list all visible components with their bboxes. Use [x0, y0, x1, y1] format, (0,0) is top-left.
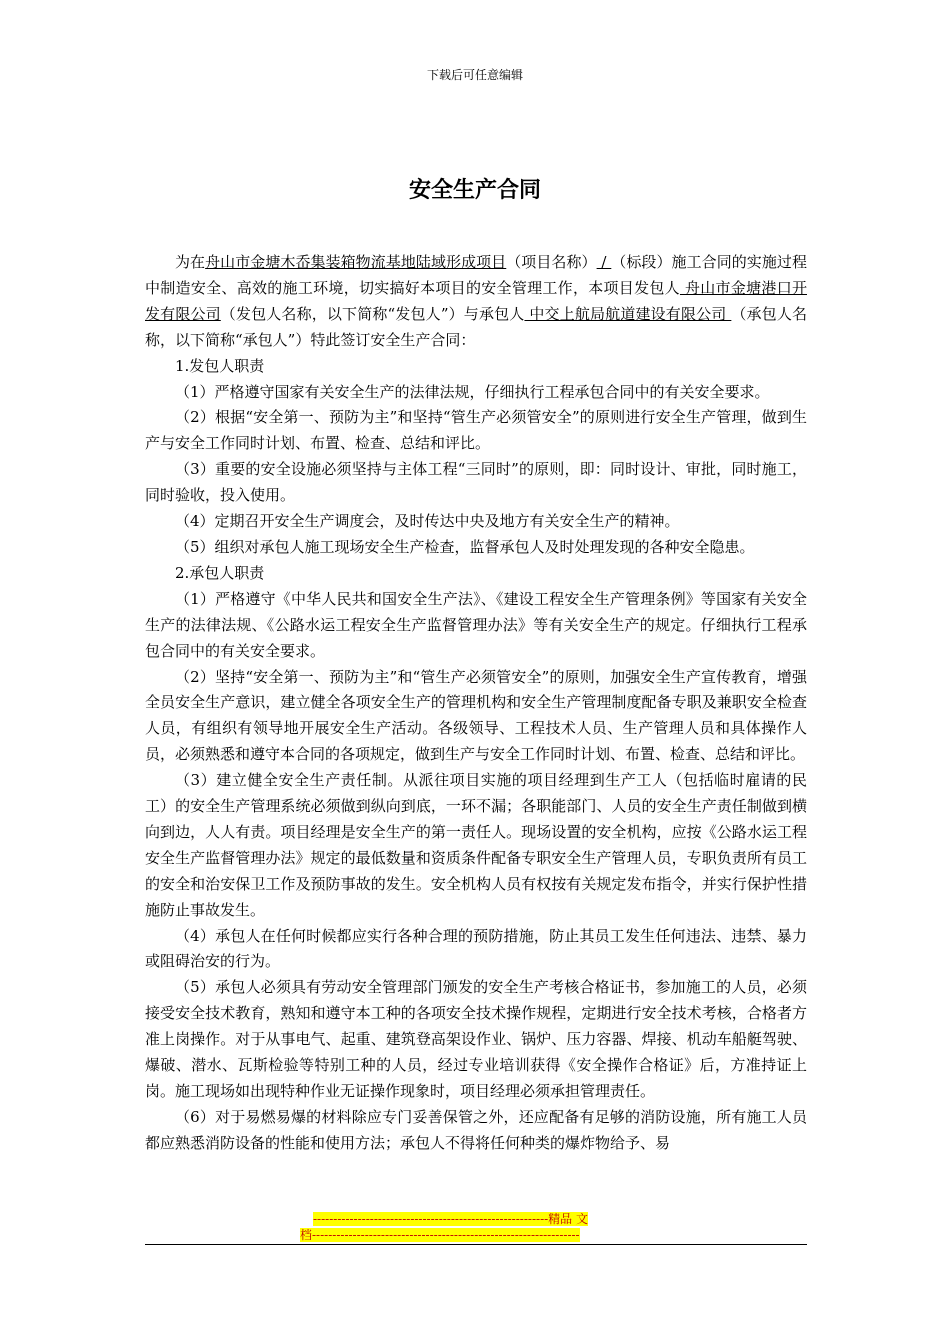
page-footer: [300, 1211, 650, 1243]
document-title: 安全生产合同: [408, 178, 541, 203]
intro-text: （标段）施工合同的实施过程中制造安全、高效的施工环境，切实搞好本项目的安全管理工作，本项目发包人: [145, 253, 807, 297]
page-header: 下载后可任意编辑: [426, 68, 523, 82]
clause: （1）严格遵守国家有关安全生产的法律法规，仔细执行工程承包合同中的有关安全要求。: [175, 382, 770, 401]
intro-text: 为在: [175, 253, 206, 271]
intro-text: （发包人名称，以下简称“发包人”）与承包人: [220, 304, 525, 323]
section-heading: 1.发包人职责: [175, 356, 265, 375]
clause: （5）承包人必须具有劳动安全管理部门颁发的安全生产考核合格证书，参加施工的人员，必须接受安全技术教育，熟知和遵守本工种的各项安全技术操作规程，定期进行安全技术考核，合格者方准上岗操作。对于从事电气、起重、建筑登高架设作业、锅炉、压力容器、焊接、机动车船艇驾驶、爆破、潜水、瓦斯检验等特别工种的人员，经过专业培训获得《安全操作合格证》后，方准持证上岗。施工现场如出现特种作业无证操作现象时，项目经理必须承担管理责任。: [145, 978, 807, 1100]
project-name: 舟山市金塘木岙集装箱物流基地陆域形成项目: [205, 253, 507, 271]
clause: （5）组织对承包人施工现场安全生产检查，监督承包人及时处理发现的各种安全隐患。: [175, 537, 755, 556]
clause: （2）坚持“安全第一、预防为主”和“管生产必须管安全”的原则，加强安全生产宣传教育，增强全员安全生产意识，建立健全各项安全生产的管理机构和安全生产管理制度配备专职及兼职安全检查人员，有组织有领导地开展安全生产活动。各级领导、工程技术人员、生产管理人员和具体操作人员，必须熟悉和遵守本合同的各项规定，做到生产与安全工作同时计划、布置、检查、总结和评比。: [145, 667, 807, 764]
employer-name: 舟山市金塘港口开发有限公司: [145, 278, 807, 323]
clause: （4）定期召开安全生产调度会，及时传达中央及地方有关安全生产的精神。: [175, 512, 680, 531]
clause: （6）对于易燃易爆的材料除应专门妥善保管之外，还应配备有足够的消防设施，所有施工人员都应熟悉消防设备的性能和使用方法；承包人不得将任何种类的爆炸物给予、易: [145, 1107, 807, 1152]
clause: （3）建立健全安全生产责任制。从派往项目实施的项目经理到生产工人（包括临时雇请的民工）的安全生产管理系统必须做到纵向到底，一环不漏；各职能部门、人员的安全生产责任制做到横向到边，人人有责。项目经理是安全生产的第一责任人。现场设置的安全机构，应按《公路水运工程安全生产监督管理办法》规定的最低数量和资质条件配备专职安全生产管理人员，专职负责所有员工的安全和治安保卫工作及预防事故的发生。安全机构人员有权按有关规定发布指令，并实行保护性措施防止事故发生。: [145, 771, 807, 919]
clause: （1）严格遵守《中华人民共和国安全生产法》、《建设工程安全生产管理条例》等国家有关安全生产的法律法规、《公路水运工程安全生产监督管理办法》等有关安全生产的规定。仔细执行工程承包合同中的有关安全要求。: [145, 589, 807, 660]
document-body: [145, 250, 807, 1157]
section-heading: 2.承包人职责: [175, 563, 265, 582]
footer-line: ----------------------------------------------------------精品 文: [313, 1212, 588, 1226]
clause: （4）承包人在任何时候都应实行各种合理的预防措施，防止其员工发生任何违法、违禁、暴力或阻碍治安的行为。: [145, 926, 807, 971]
footer-rule: [145, 1244, 807, 1245]
contractor-name: 中交上航局航道建设有限公司: [524, 304, 732, 323]
intro-text: （承包人名称，以下简称“承包人”）特此签订安全生产合同：: [145, 304, 807, 349]
section-name: /: [596, 253, 612, 271]
footer-line: 档------------------------------------------------------------------: [300, 1228, 580, 1242]
intro-text: （项目名称）: [506, 253, 597, 271]
intro-paragraph: [145, 250, 807, 354]
clause: （3）重要的安全设施必须坚持与主体工程“三同时”的原则，即：同时设计、审批，同时施工，同时验收，投入使用。: [145, 460, 807, 505]
clause: （2）根据“安全第一、预防为主”和坚持“管生产必须管安全”的原则进行安全生产管理，做到生产与安全工作同时计划、布置、检查、总结和评比。: [145, 408, 807, 453]
